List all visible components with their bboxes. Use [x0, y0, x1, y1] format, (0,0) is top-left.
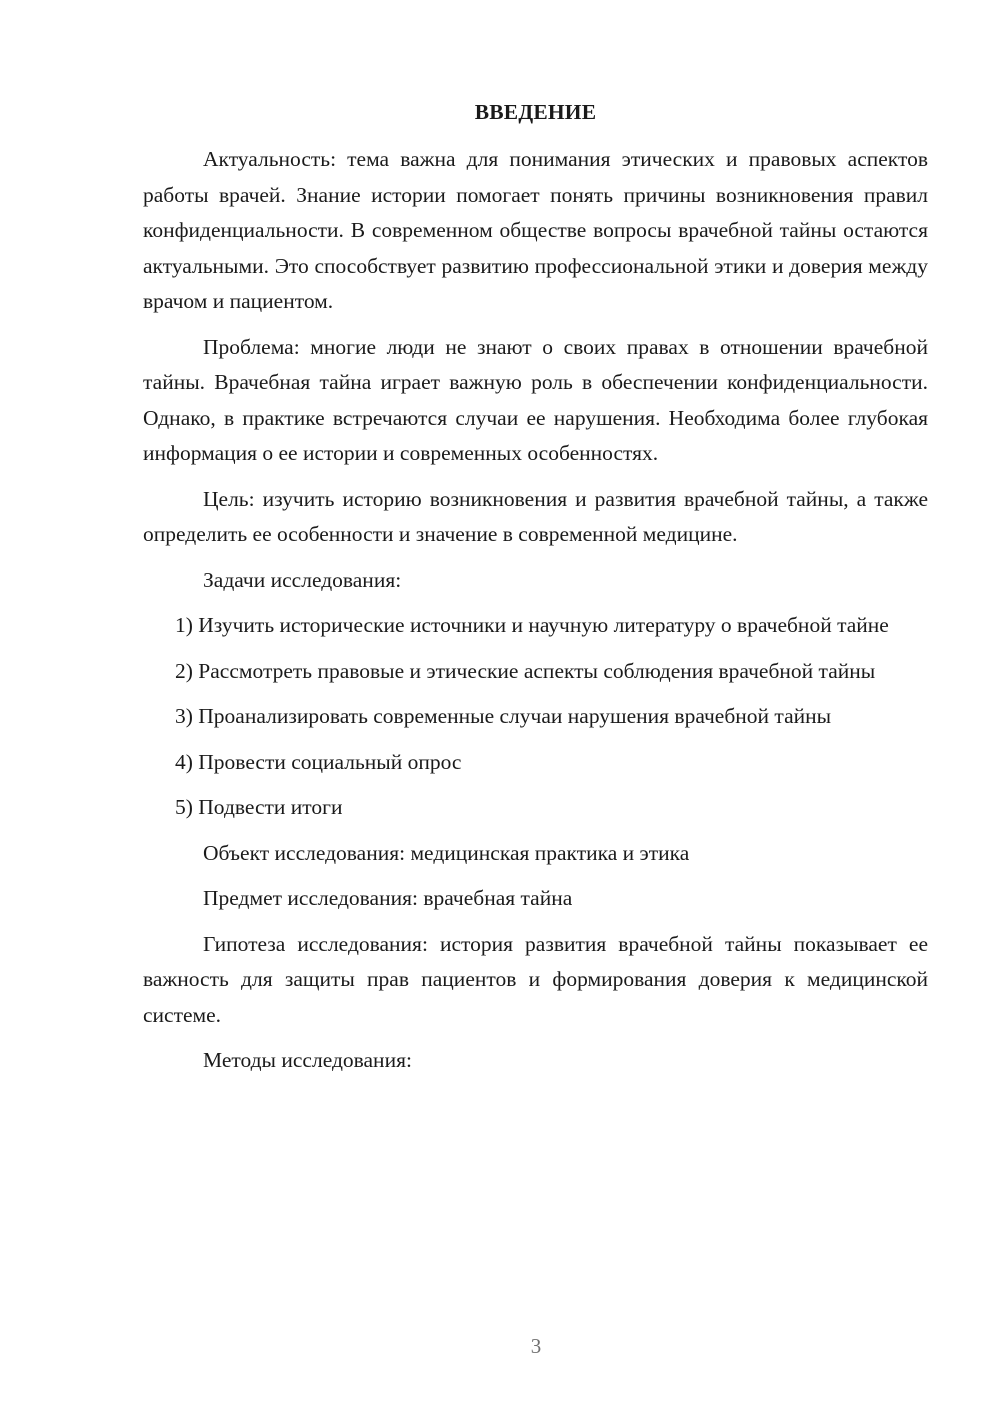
- task-item-1: 1) Изучить исторические источники и научную литературу о врачебной тайне: [175, 613, 889, 637]
- research-object: Объект исследования: медицинская практика и этика: [203, 840, 690, 865]
- task-item-5: 5) Подвести итоги: [175, 795, 343, 819]
- paragraph-goal: Цель: изучить историю возникновения и развития врачебной тайны, а также определить ее особенности и значение в современной медицине.: [143, 486, 928, 546]
- methods-heading: Методы исследования:: [203, 1048, 412, 1072]
- paragraph-relevance: Актуальность: тема важна для понимания этических и правовых аспектов работы врачей. Знание истории помогает понять причины возникновения правил конфиденциальности. В современном обществе вопросы врачебной тайны остаются актуальными. Это способствует развитию профессиональной этики и доверия между врачом и пациентом.: [143, 147, 928, 313]
- task-item-3: 3) Проанализировать современные случаи нарушения врачебной тайны: [175, 704, 832, 728]
- research-subject: Предмет исследования: врачебная тайна: [203, 886, 573, 910]
- page-content: [143, 95, 928, 1089]
- page-number: 3: [530, 1334, 542, 1358]
- tasks-heading: Задачи исследования:: [203, 567, 402, 592]
- research-hypothesis: Гипотеза исследования: история развития врачебной тайны показывает ее важность для защиты прав пациентов и формирования доверия к медицинской системе.: [143, 931, 928, 1027]
- task-item-2: 2) Рассмотреть правовые и этические аспекты соблюдения врачебной тайны: [175, 658, 876, 683]
- paragraph-problem: Проблема: многие люди не знают о своих правах в отношении врачебной тайны. Врачебная тайна играет важную роль в обеспечении конфиденциальности. Однако, в практике встречаются случаи ее нарушения. Необходима более глубокая информация о ее истории и современных особенностях.: [143, 334, 928, 465]
- task-item-4: 4) Провести социальный опрос: [175, 749, 462, 774]
- section-title: ВВЕДЕНИЕ: [474, 100, 597, 124]
